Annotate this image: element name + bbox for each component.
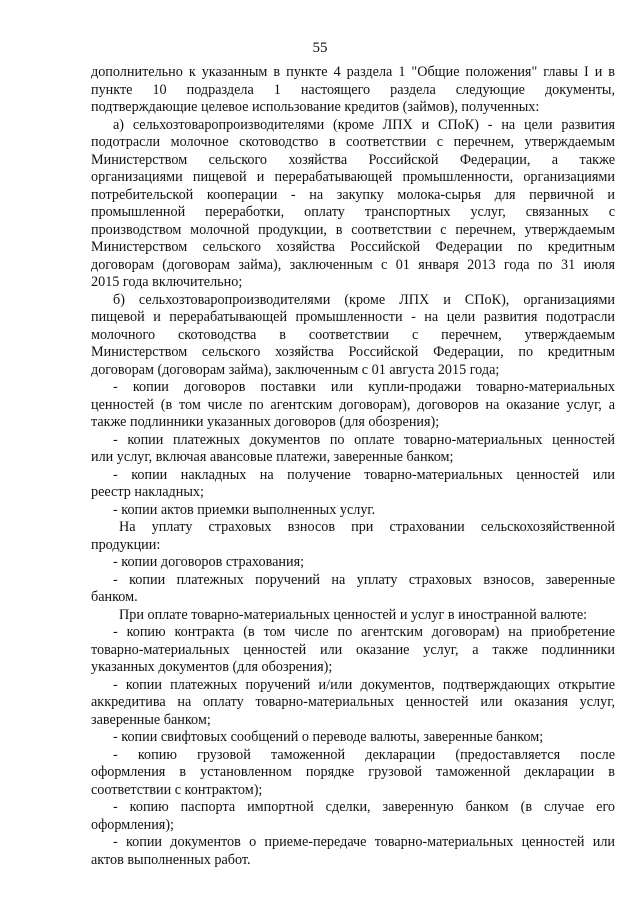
text-line: банком. [91,589,138,605]
text-line: ценностей (в том числе по агентским договорам), договоров на оказание услуг, а [91,396,615,413]
text-line: заверенные банком; [91,711,211,728]
text-line: - копию паспорта импортной сделки, заверенную банком (в случае его [113,799,615,815]
text-line: оформления в установленном порядке грузовой таможенной декларации в [91,764,615,780]
text-line: соответствии с контрактом); [91,781,263,798]
text-line: промышленной переработки, оплату транспортных услуг, связанных с [91,204,615,220]
text-line: На уплату страховых взносов при страховании сельскохозяйственной [119,519,615,535]
text-line: пункте 10 подраздела 1 настоящего раздела следующие документы, [91,81,615,98]
text-line: подотрасли молочное скотоводство в соответствии с перечнем, утверждаемым [91,134,615,150]
text-line: аккредитива на оплату товарно-материальных ценностей или оказания услуг, [91,694,615,710]
text-line: указанных документов (для обозрения); [91,659,333,675]
text-line: реестр накладных; [91,484,204,500]
text-line: - копии актов приемки выполненных услуг. [113,501,376,518]
text-line: - копии накладных на получение товарно-материальных ценностей или [113,466,615,483]
text-line: потребительской кооперации - на закупку молока-сырья для первичной и [91,186,615,203]
text-line: - копии договоров поставки или купли-продажи товарно-материальных [113,379,615,395]
text-line: а) сельхозтоваропроизводителями (кроме ЛПХ и СПоК) - на цели развития [113,116,615,133]
text-line: или услуг, включая авансовые платежи, заверенные банком; [91,449,454,465]
text-line: договорам (договорам займа), заключенным с 01 августа 2015 года; [91,361,500,378]
page-number: 55 [312,40,328,56]
text-line: Министерством сельского хозяйства Российской Федерации по кредитным [91,239,615,255]
text-line: Министерством сельского хозяйства Российской Федерации, а также [91,151,615,168]
text-line: Министерством сельского хозяйства Российской Федерации, по кредитным [91,344,615,360]
text-line: - копии платежных документов по оплате товарно-материальных ценностей [113,431,615,448]
text-line: - копию контракта (в том числе по агентским договорам) на приобретение [113,624,615,640]
text-line: также подлинники указанных договоров (для обозрения); [91,414,440,430]
text-line: б) сельхозтоваропроизводителями (кроме ЛПХ и СПоК), организациями [113,291,615,308]
text-line: продукции: [91,536,161,553]
text-line: - копии платежных поручений и/или документов, подтверждающих открытие [113,676,615,693]
text-line: оформления); [91,816,174,833]
text-line: пищевой и перерабатывающей промышленности - на цели развития подотрасли [91,309,615,325]
text-line: - копии документов о приеме-передаче товарно-материальных ценностей или [113,834,615,850]
text-line: товарно-материальных ценностей или оказание услуг, а также подлинники [91,641,615,658]
text-line: производством молочной продукции, в соответствии с перечнем, утверждаемым [91,221,615,238]
text-line: - копии договоров страхования; [113,554,305,570]
text-line: При оплате товарно-материальных ценностей и услуг в иностранной валюте: [119,606,588,623]
text-line: договорам (договорам займа), заключенным с 01 января 2013 года по 31 июля [91,256,615,273]
text-line: молочного скотоводства в соответствии с перечнем, утверждаемым [91,326,615,343]
text-line: - копию грузовой таможенной декларации (предоставляется после [113,746,615,763]
text-line: 2015 года включительно; [91,274,243,290]
document-body [91,64,615,869]
text-line: подтверждающие целевое использование кредитов (займов), полученных: [91,99,540,115]
text-line: организациями пищевой и перерабатывающей промышленности, организациями [91,169,615,185]
text-line: - копии платежных поручений на уплату страховых взносов, заверенные [113,571,615,588]
text-line: дополнительно к указанным в пункте 4 раздела 1 "Общие положения" главы I и в [91,64,615,80]
text-line: актов выполненных работ. [91,851,251,868]
text-line: - копии свифтовых сообщений о переводе валюты, заверенные банком; [113,729,544,745]
